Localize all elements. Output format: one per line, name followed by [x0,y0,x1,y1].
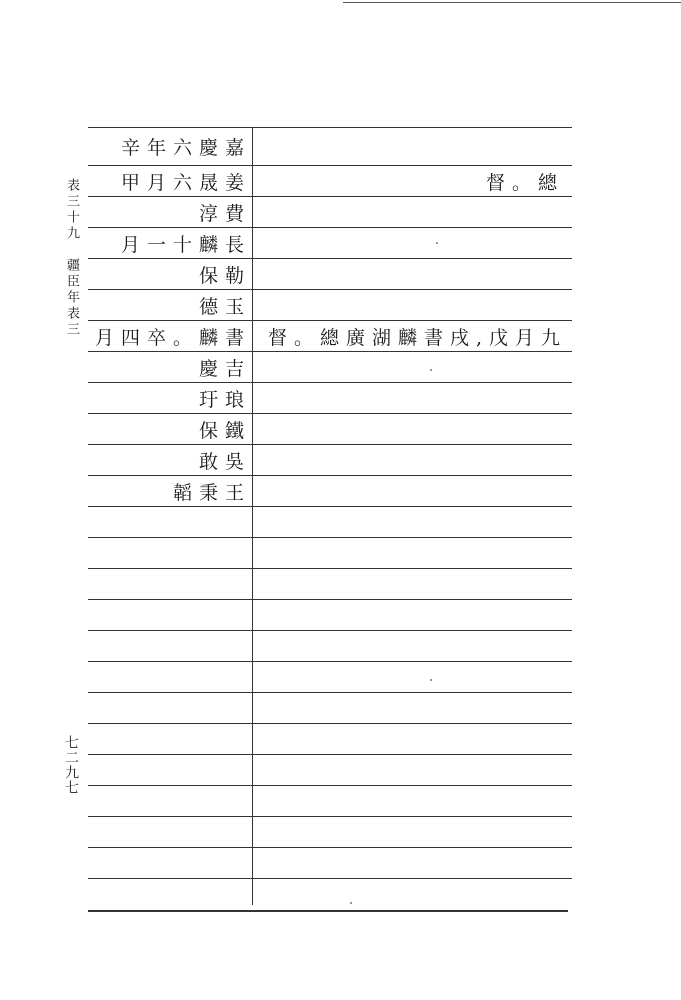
table-rule [88,444,572,445]
table-rule [88,382,572,383]
table-row-left: 辛年六慶嘉 [120,136,251,159]
page-number: 七二九七 [63,735,79,795]
table-row-left: 淳費 [198,202,251,225]
table-row-right: 督。總廣湖麟書戌,戊月九 [268,326,568,349]
table-row-left: 保鐵 [198,419,251,442]
table-row-left: 月一十麟長 [120,233,251,256]
scan-speck [430,679,432,681]
column-divider [252,127,253,905]
table-rule [88,568,572,569]
table-rule [88,630,572,631]
table-rule [88,351,572,352]
table-rule [88,196,572,197]
table-rule [88,537,572,538]
table-bottom-rule [88,910,568,912]
table-rule [88,289,572,290]
table-rule [88,506,572,507]
table-rule [88,661,572,662]
table-row-left: 甲月六晟姜 [120,171,251,194]
table-rule [88,475,572,476]
table-row-left: 月四卒。麟書 [94,326,251,349]
table-row-left: 德玉 [198,295,251,318]
table-row-left: 玗琅 [198,388,251,411]
table-rule [88,413,572,414]
table-row-left: 韜秉王 [172,481,251,504]
scan-speck [350,902,352,904]
table-rule [88,847,572,848]
table-rule [88,785,572,786]
table-rule [88,599,572,600]
table-rule [88,127,572,128]
table-row-left: 敢吳 [198,450,251,473]
table-rule [88,754,572,755]
table-rule [88,692,572,693]
table-row-right: 督。總 [485,171,564,194]
scan-speck [430,369,432,371]
scan-speck [436,242,438,244]
margin-title: 表三十九 疆臣年表三 [64,178,79,338]
table-rule [88,816,572,817]
table-rule [88,258,572,259]
table-rule [88,723,572,724]
chronology-table [88,127,572,914]
top-edge-rule [343,2,681,3]
table-rule [88,878,572,879]
table-row-left: 慶吉 [198,357,251,380]
table-row-left: 保勒 [198,264,251,287]
